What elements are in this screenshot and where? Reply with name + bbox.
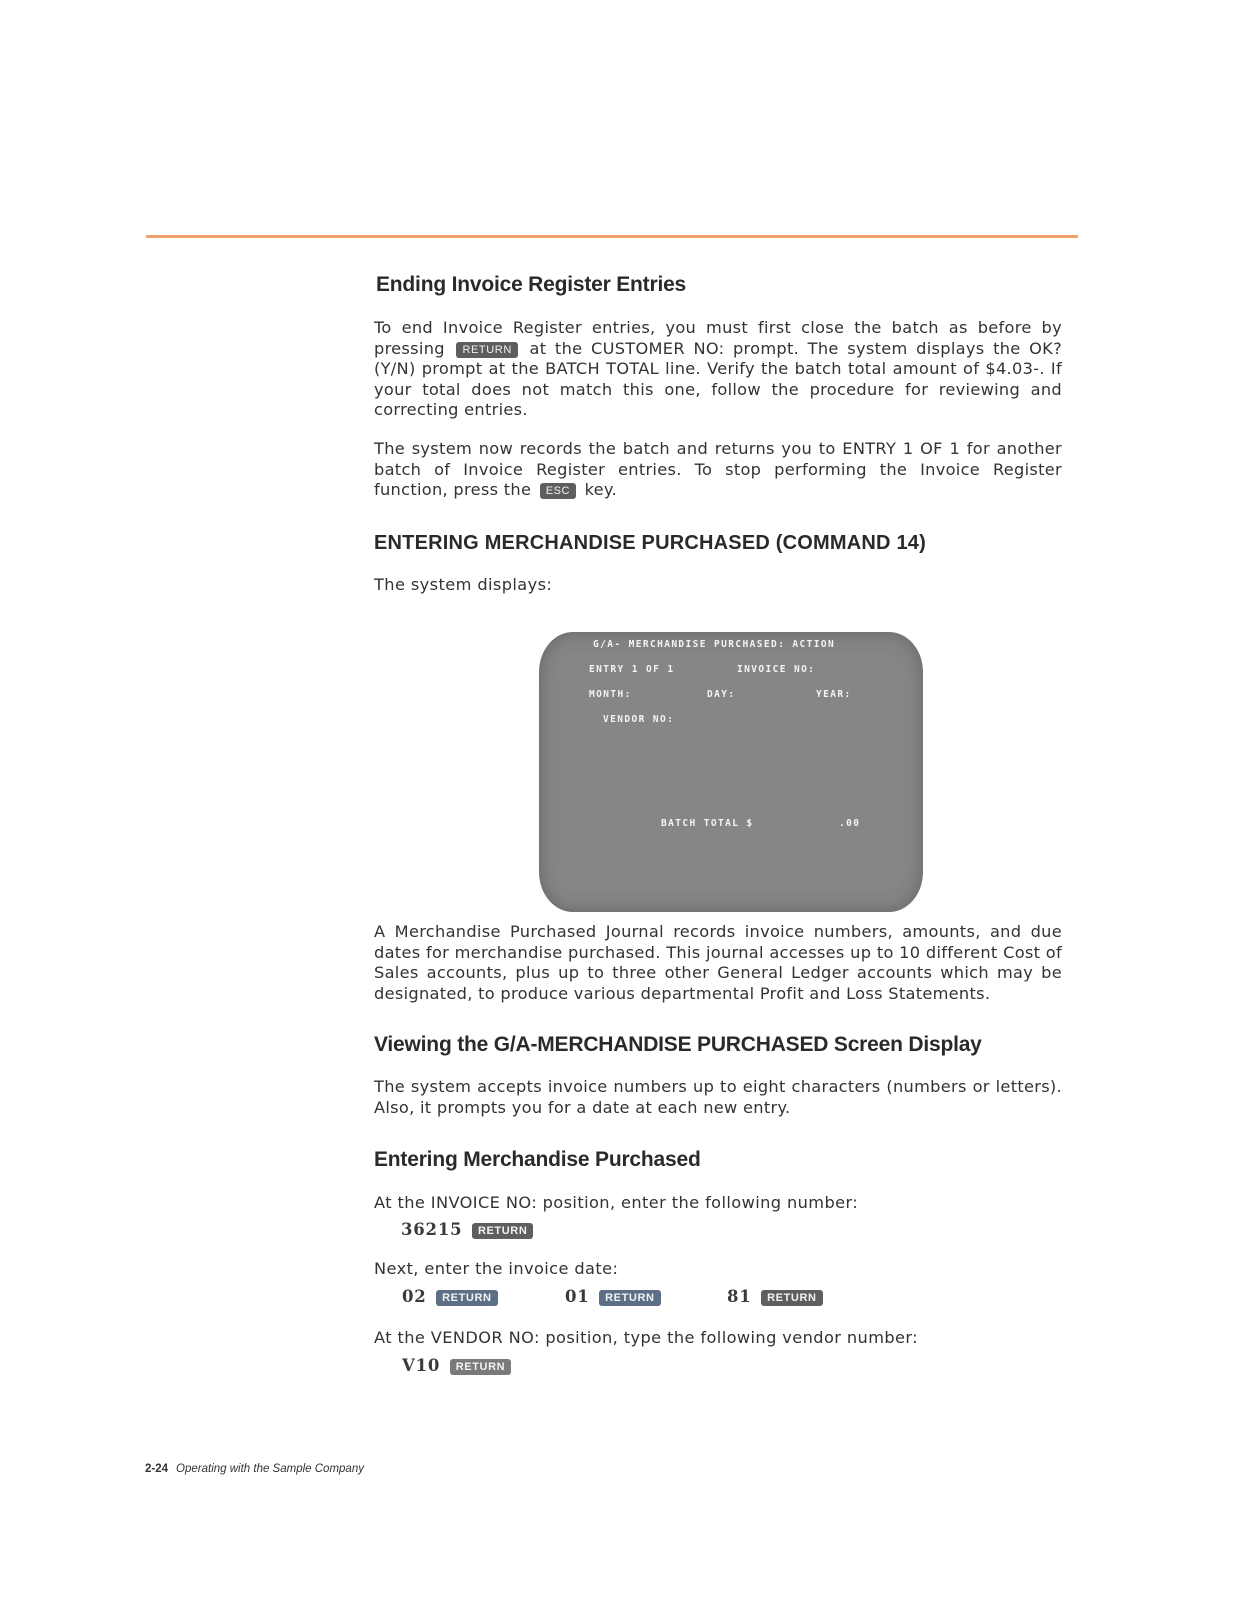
vendor-entry — [402, 1356, 514, 1375]
year-value: 81 — [727, 1287, 752, 1306]
screen-entry: ENTRY 1 OF 1 — [589, 664, 675, 675]
screen-title: G/A- MERCHANDISE PURCHASED: ACTION — [593, 639, 836, 650]
paragraph-journal: A Merchandise Purchased Journal records invoice numbers, amounts, and due dates for merchandise purchased. This journal accesses up to 10 different Cost of Sales accounts, plus up to three other General Ledger accounts which may be designated, to produce various departmental Profit and Loss Statements. — [374, 922, 1062, 1003]
step-date-text: Next, enter the invoice date: — [374, 1259, 619, 1278]
vendor-value: V10 — [402, 1356, 441, 1375]
paragraph-records-batch — [374, 439, 1062, 501]
day-entry — [565, 1287, 664, 1306]
screen-year-label: YEAR: — [816, 689, 852, 700]
day-value: 01 — [565, 1287, 590, 1306]
return-key-badge: RETURN — [456, 342, 517, 358]
paragraph-text: The system now records the batch and returns you to ENTRY 1 OF 1 for another batch of Invoice Register entries. To stop performing the Invoice Register function, press the — [374, 439, 1062, 499]
screen-batch-total: BATCH TOTAL $ — [661, 818, 754, 829]
header-rule — [146, 235, 1078, 238]
section-title-entering-merchandise: Entering Merchandise Purchased — [374, 1148, 701, 1171]
page-number: 2-24 — [145, 1463, 169, 1475]
crt-display — [539, 632, 923, 912]
screen-invoice-label: INVOICE NO: — [737, 664, 816, 675]
return-key-badge: RETURN — [472, 1223, 533, 1239]
step-vendor-text: At the VENDOR NO: position, type the following vendor number: — [374, 1328, 919, 1347]
paragraph-text: To end Invoice Register entries, you must first close the batch as before by pressing — [374, 318, 1062, 358]
screen-vendor-label: VENDOR NO: — [603, 714, 675, 725]
section-title-viewing-screen: Viewing the G/A-MERCHANDISE PURCHASED Screen Display — [374, 1033, 982, 1056]
step-invoice-text: At the INVOICE NO: position, enter the following number: — [374, 1193, 859, 1212]
return-key-badge: RETURN — [599, 1290, 660, 1306]
screen-month-label: MONTH: — [589, 689, 632, 700]
page-footer — [145, 1463, 364, 1475]
year-entry — [727, 1287, 826, 1306]
return-key-badge: RETURN — [450, 1359, 511, 1375]
month-value: 02 — [402, 1287, 427, 1306]
paragraph-text: key. — [584, 480, 617, 499]
month-entry — [402, 1287, 501, 1306]
terminal-screen — [535, 628, 927, 916]
paragraph-text: at the CUSTOMER NO: prompt. The system displays the OK?(Y/N) prompt at the BATCH TOTAL line. Verify the batch total amount of $4.03-. If your total does not match this one, follow the procedure for reviewing and correcting entries. — [374, 338, 1062, 419]
invoice-value: 36215 — [401, 1220, 463, 1239]
screen-day-label: DAY: — [707, 689, 736, 700]
return-key-badge: RETURN — [436, 1290, 497, 1306]
section-title-merchandise-purchased: ENTERING MERCHANDISE PURCHASED (COMMAND 14) — [374, 532, 926, 554]
paragraph-ending-entries — [374, 318, 1062, 421]
system-displays-text: The system displays: — [374, 575, 553, 594]
paragraph-accepts-invoice: The system accepts invoice numbers up to eight characters (numbers or letters). Also, it prompts you for a date at each new entry. — [374, 1077, 1062, 1117]
section-title-ending-invoice: Ending Invoice Register Entries — [376, 273, 687, 296]
invoice-entry — [401, 1220, 536, 1239]
screen-batch-value: .00 — [839, 818, 861, 829]
return-key-badge: RETURN — [761, 1290, 822, 1306]
footer-text: Operating with the Sample Company — [176, 1463, 364, 1475]
esc-key-badge: ESC — [540, 483, 576, 499]
